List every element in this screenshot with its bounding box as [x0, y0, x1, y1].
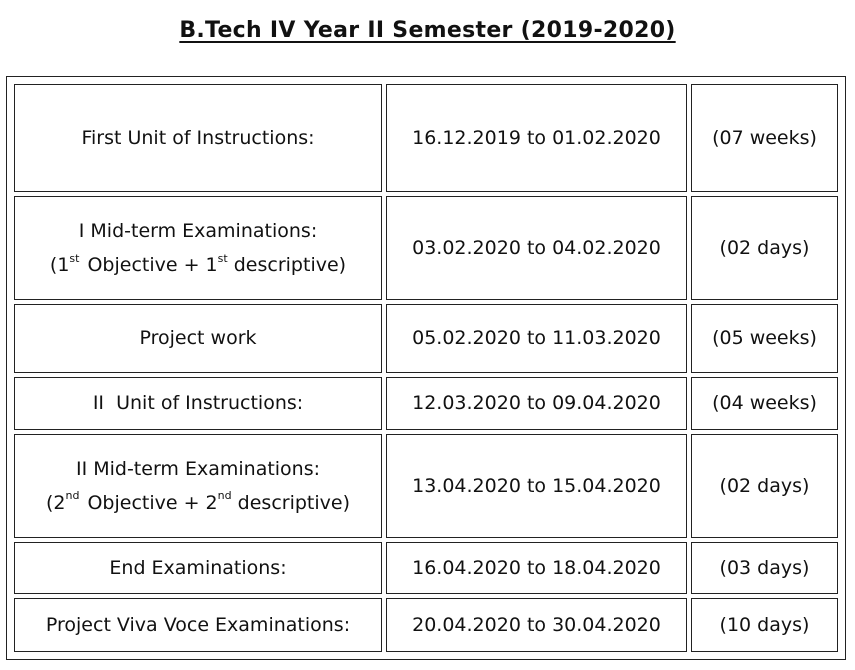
- activity-cell: [14, 434, 382, 538]
- date-range-cell: 13.04.2020 to 15.04.2020: [386, 434, 687, 538]
- ordinal-suffix: nd: [217, 489, 232, 503]
- activity-cell: Project work: [14, 304, 382, 372]
- activity-detail-open: (2: [45, 491, 66, 514]
- ordinal-suffix: st: [217, 251, 228, 265]
- activity-detail-open: (1: [49, 254, 70, 277]
- date-range-cell: 03.02.2020 to 04.02.2020: [386, 196, 687, 300]
- date-range-cell: 05.02.2020 to 11.03.2020: [386, 304, 687, 372]
- date-range-cell: 12.03.2020 to 09.04.2020: [386, 377, 687, 430]
- ordinal-suffix: nd: [65, 489, 80, 503]
- duration-cell: (05 weeks): [691, 304, 838, 372]
- duration-cell: (04 weeks): [691, 377, 838, 430]
- activity-cell: II Unit of Instructions:: [14, 377, 382, 430]
- table-row: [14, 304, 838, 372]
- duration-cell: (07 weeks): [691, 84, 838, 192]
- activity-detail: [19, 248, 377, 282]
- activity-detail-middle: Objective + 1: [87, 254, 218, 277]
- table-row: [14, 196, 838, 300]
- table-row: [14, 542, 838, 594]
- academic-calendar-table-frame: [6, 76, 846, 660]
- table-row: [14, 598, 838, 652]
- activity-detail-middle: Objective + 2: [87, 491, 218, 514]
- activity-label: I Mid-term Examinations:: [78, 220, 318, 243]
- duration-cell: (10 days): [691, 598, 838, 652]
- table-row: [14, 84, 838, 192]
- date-range-cell: 20.04.2020 to 30.04.2020: [386, 598, 687, 652]
- date-range-cell: 16.12.2019 to 01.02.2020: [386, 84, 687, 192]
- table-row: [14, 434, 838, 538]
- activity-detail-close: descriptive): [231, 491, 350, 514]
- activity-detail: [19, 486, 377, 520]
- activity-label: II Mid-term Examinations:: [75, 457, 321, 480]
- table-row: [14, 377, 838, 430]
- activity-cell: [14, 196, 382, 300]
- activity-cell: End Examinations:: [14, 542, 382, 594]
- duration-cell: (03 days): [691, 542, 838, 594]
- date-range-cell: 16.04.2020 to 18.04.2020: [386, 542, 687, 594]
- academic-calendar-table: [10, 80, 842, 656]
- activity-detail-close: descriptive): [227, 254, 347, 277]
- ordinal-suffix: st: [69, 251, 80, 265]
- activity-cell: First Unit of Instructions:: [14, 84, 382, 192]
- activity-cell: Project Viva Voce Examinations:: [14, 598, 382, 652]
- duration-cell: (02 days): [691, 434, 838, 538]
- page-title: B.Tech IV Year II Semester (2019-2020): [179, 18, 676, 43]
- duration-cell: (02 days): [691, 196, 838, 300]
